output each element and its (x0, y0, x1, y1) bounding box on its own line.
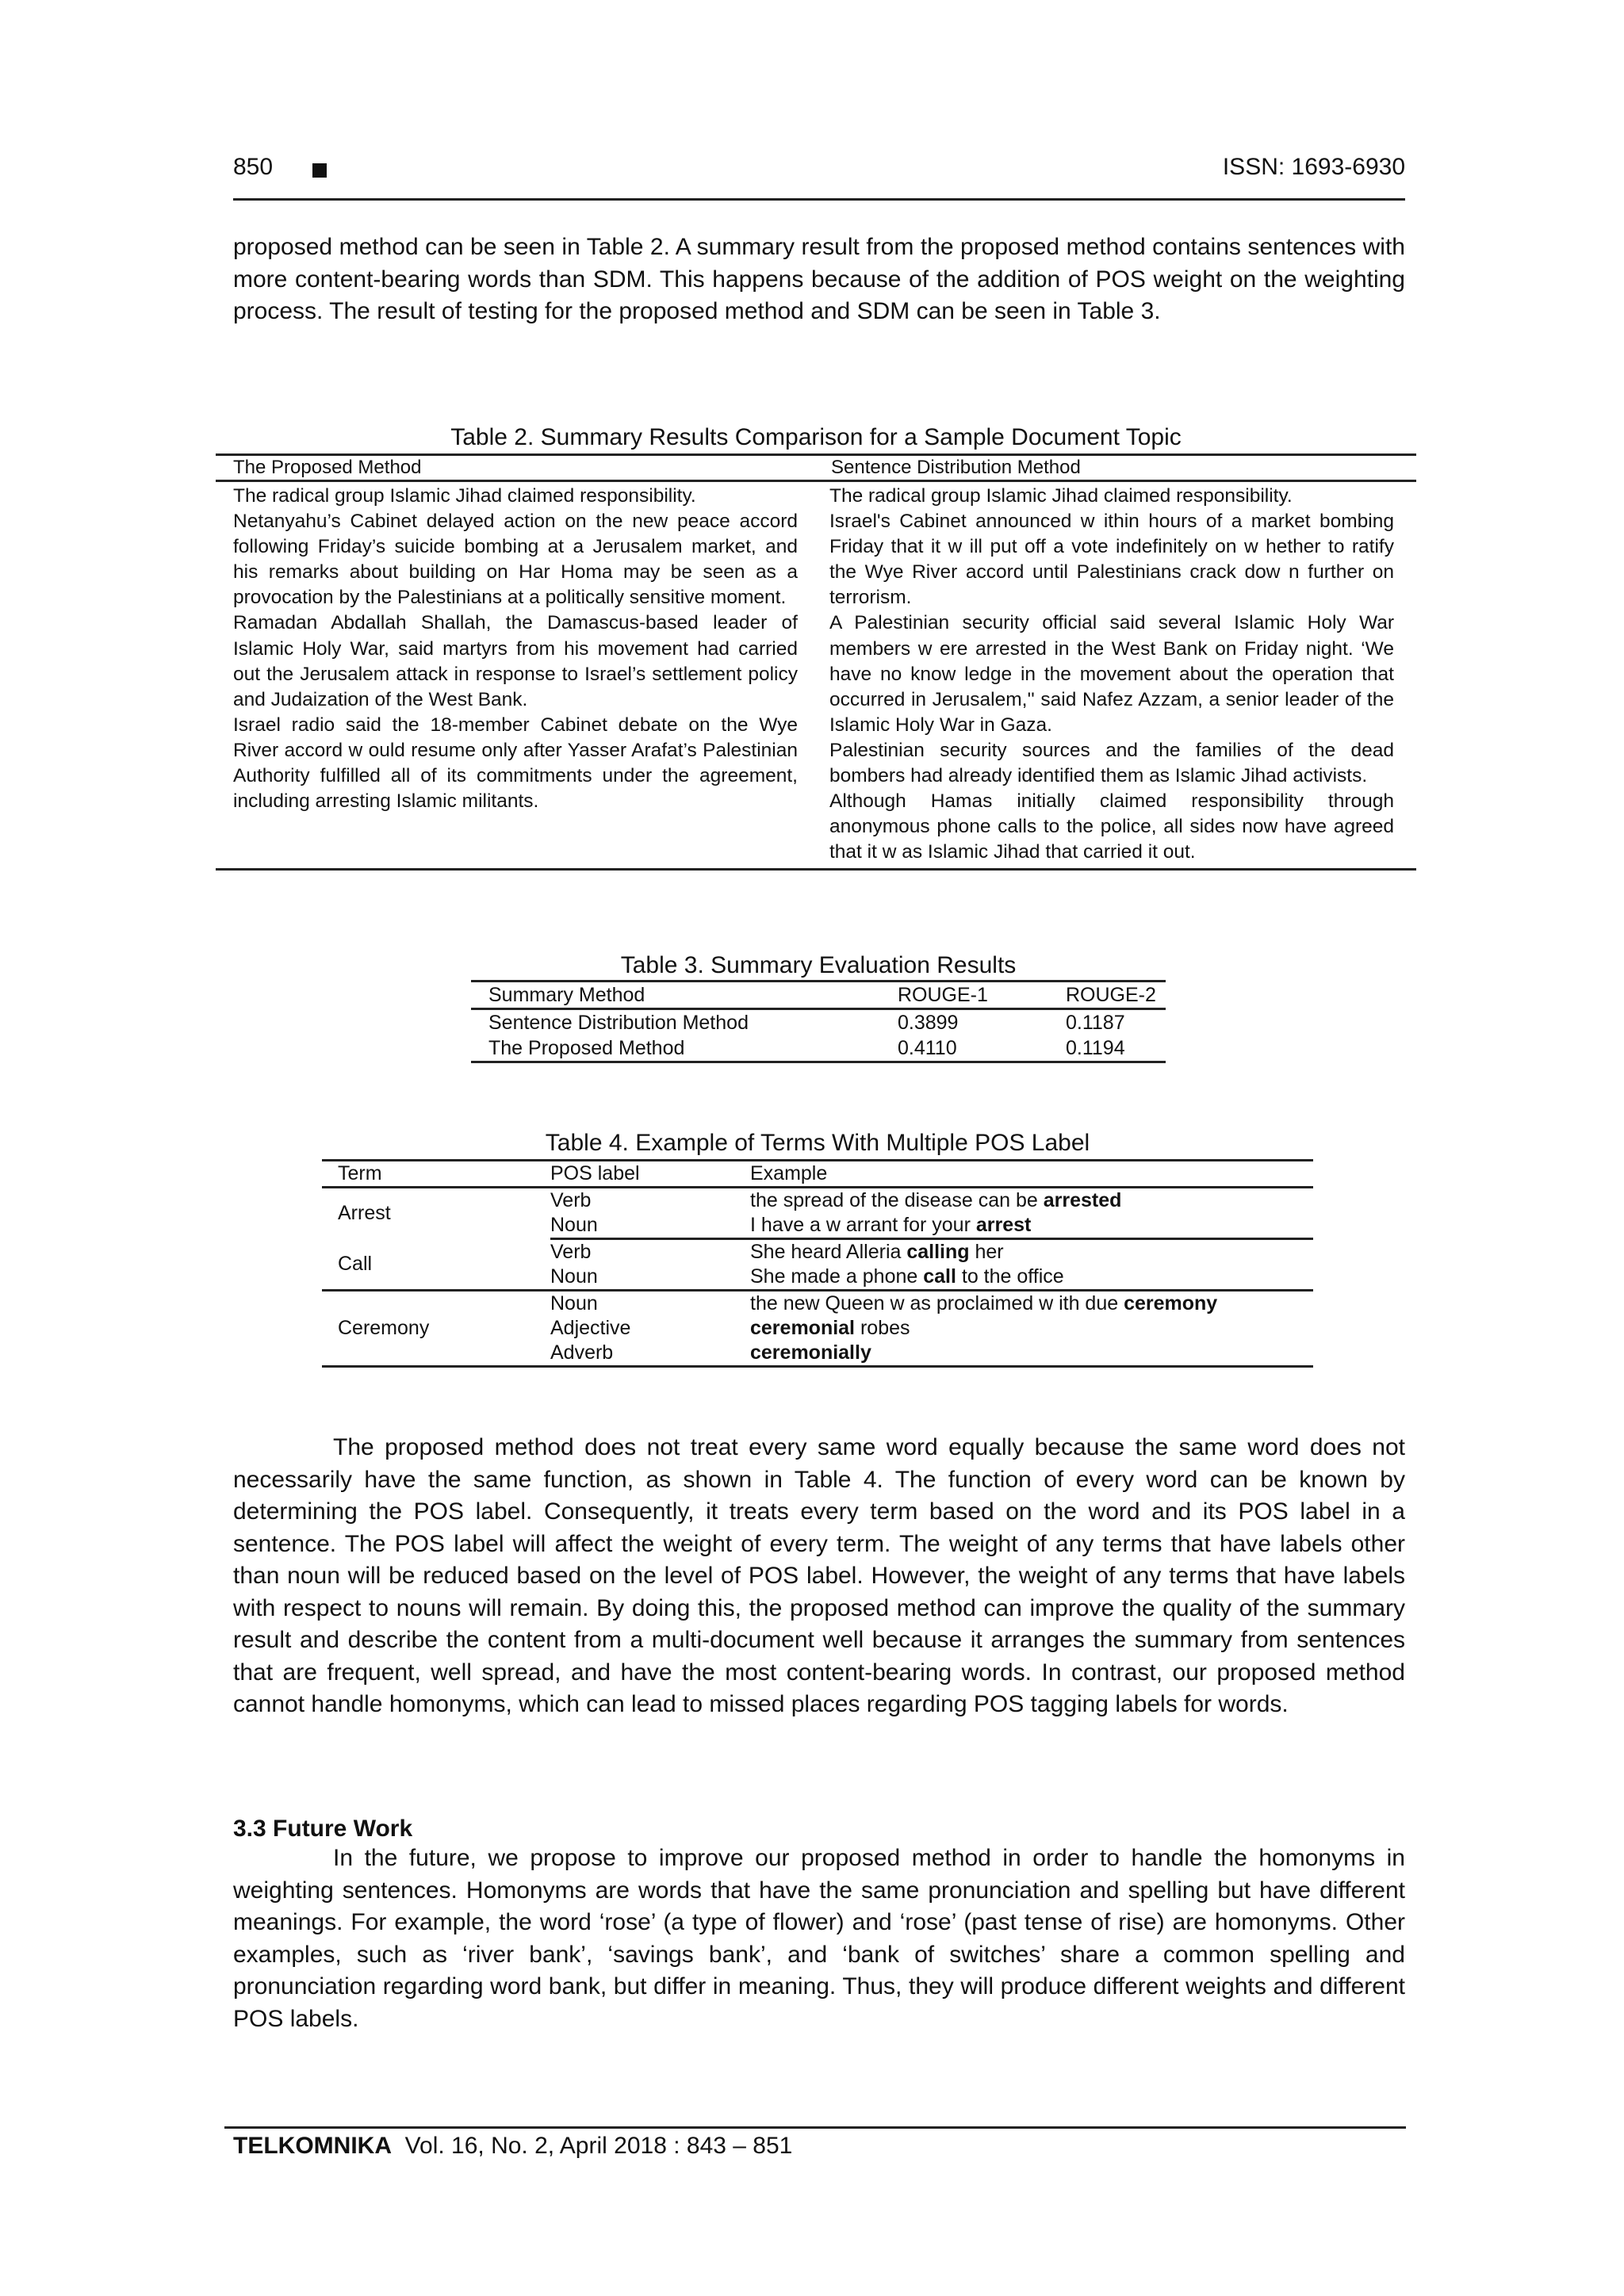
example-cell (750, 1239, 1313, 1265)
intro-paragraph: proposed method can be seen in Table 2. A summary result from the proposed method contains sentences with more content-bearing words than SDM. This happens because of the addition of POS weight on the weighting process. The result of testing for the proposed method and SDM can be seen in Table 3. (233, 234, 1405, 324)
table-row (322, 1291, 1313, 1317)
example-highlight: calling (906, 1241, 970, 1263)
table-header-row (322, 1161, 1313, 1188)
future-work-paragraph: In the future, we propose to improve our proposed method in order to handle the homonyms in weighting sentences. Homonyms are words that have the same pronunciation and spelling but have different meanings. For example, the word ‘rose’ (a type of flower) and ‘rose’ (past tense of rise) are homonyms. Other examples, such as ‘river bank’, ‘savings bank’, and ‘bank of switches’ share a common spelling and pronunciation regarding word bank, but differ in meaning. Thus, they will produce different weights and different POS labels. (233, 1845, 1405, 2032)
table-row (322, 1188, 1313, 1214)
example-highlight: ceremonially (750, 1341, 871, 1364)
example-highlight: arrest (975, 1214, 1032, 1236)
table-cell: ROUGE-2 (1048, 982, 1166, 1009)
table-cell: 0.3899 (898, 1012, 959, 1034)
example-cell (750, 1188, 1313, 1214)
example-cell (750, 1213, 1313, 1239)
page-header (233, 154, 1405, 201)
table-cell: ROUGE-1 (880, 982, 1048, 1009)
example-text: the new Queen w as proclaimed w ith due (750, 1292, 1124, 1314)
table4 (322, 1159, 1313, 1368)
example-text: She made a phone (750, 1265, 924, 1288)
table2-proposed-column (216, 484, 798, 865)
table3 (471, 980, 1166, 1063)
table-header-row (471, 982, 1166, 1009)
table-cell: 0.1187 (1066, 1012, 1125, 1034)
table2-sentence: Palestinian security sources and the families of the dead bombers had already identified them as Islamic Jihad activists. (829, 739, 1394, 787)
table2-sentence: Ramadan Abdallah Shallah, the Damascus-based leader of Islamic Holy War, said martyrs from his movement had carried out the Jerusalem attack in response to Israel’s settlement policy and Judaization of the West Bank. (233, 612, 798, 710)
citation: Vol. 16, No. 2, April 2018 : 843 – 851 (404, 2133, 793, 2159)
example-text: her (969, 1241, 1004, 1263)
table2-caption: Table 2. Summary Results Comparison for a Sample Document Topic (450, 424, 1182, 450)
example-highlight: ceremony (1124, 1292, 1218, 1314)
example-cell (750, 1265, 1313, 1291)
table-cell: Summary Method (471, 982, 880, 1009)
table-cell: The Proposed Method (471, 1035, 880, 1062)
example-cell (750, 1316, 1313, 1341)
table2-sentence: Netanyahu’s Cabinet delayed action on the new peace accord following Friday’s suicide bombing at a Jerusalem market, and his remarks about building on Har Homa may be seen as a provocation by the Palestinians at a politically sensitive moment. (233, 511, 798, 609)
pos-cell: Noun (550, 1265, 750, 1291)
square-bullet-icon (312, 163, 327, 178)
term-cell: Arrest (338, 1202, 391, 1225)
table2-header-cell: The Proposed Method (233, 457, 422, 478)
pos-cell: Adjective (550, 1317, 631, 1339)
example-text: robes (855, 1317, 910, 1339)
term-cell: Call (322, 1239, 550, 1291)
table2-sentence: The radical group Islamic Jihad claimed responsibility. (233, 485, 696, 507)
table-cell: Sentence Distribution Method (488, 1012, 749, 1034)
table2-sdm-column (798, 484, 1394, 865)
table2-header-cell: Sentence Distribution Method (831, 457, 1081, 478)
footer-rule (224, 2126, 1406, 2129)
example-text: She heard Alleria (750, 1241, 907, 1263)
table2-header (216, 456, 1416, 482)
pos-cell: Noun (550, 1292, 598, 1314)
example-text: I have a w arrant for your (750, 1214, 976, 1236)
table4-caption: Table 4. Example of Terms With Multiple POS Label (545, 1130, 1090, 1156)
table2-sentence: A Palestinian security official said several Islamic Holy War members w ere arrested in the West Bank on Friday night. ‘We have no know ledge in the movement about the operation that occurred in Jerusalem,'' said Nafez Azzam, a senior leader of the Islamic Holy War in Gaza. (829, 612, 1394, 736)
table3-caption: Table 3. Summary Evaluation Results (620, 952, 1017, 978)
issn: ISSN: 1693-6930 (1222, 154, 1405, 180)
table-cell: POS label (550, 1161, 750, 1188)
table2-sentence: Israel radio said the 18-member Cabinet debate on the Wye River accord w ould resume only after Yasser Arafat’s Palestinian Authority fulfilled all of its commitments under the agreement, including arresting Islamic militants. (233, 714, 798, 813)
journal-name: TELKOMNIKA (233, 2133, 392, 2159)
discussion-paragraph: The proposed method does not treat every same word equally because the same word does not necessarily have the same function, as shown in Table 4. The function of every word can be known by determining the POS label. Consequently, it treats every term based on the word and its POS label in a sentence. The POS label will affect the weight of every term. The weight of any terms that have labels other than noun will be reduced based on the level of POS label. However, the weight of any terms that have labels with respect to nouns will remain. By doing this, the proposed method can improve the quality of the summary result and describe the content from a multi-document well because it arranges the summary from sentences that are frequent, well spread, and have the most content-bearing words. In contrast, our proposed method cannot handle homonyms, which can lead to missed places regarding POS tagging labels for words. (233, 1434, 1405, 1717)
table-row (471, 1009, 1166, 1036)
table2-sentence: Israel's Cabinet announced w ithin hours of a market bombing Friday that it w ill put off a vote indefinitely on w hether to ratify the Wye River accord until Palestinians crack dow n further on terrorism. (829, 511, 1394, 609)
table-cell: 0.4110 (880, 1035, 1048, 1062)
table2-sentence: Although Hamas initially claimed responsibility through anonymous phone calls to the police, all sides now have agreed that it w as Islamic Jihad that carried it out. (829, 790, 1394, 863)
page-footer (233, 2133, 792, 2160)
example-highlight: ceremonial (750, 1317, 856, 1339)
pos-cell: Adverb (550, 1341, 750, 1367)
example-cell (750, 1341, 1313, 1367)
table-row (471, 1035, 1166, 1062)
pos-cell: Verb (550, 1189, 592, 1211)
table2-sentence: The radical group Islamic Jihad claimed responsibility. (829, 485, 1293, 507)
example-text: to the office (956, 1265, 1064, 1288)
table-row (322, 1239, 1313, 1265)
table2 (216, 453, 1416, 871)
table-cell: 0.1194 (1048, 1035, 1166, 1062)
pos-cell: Verb (550, 1241, 592, 1263)
example-highlight: arrested (1043, 1189, 1122, 1211)
example-text: the spread of the disease can be (750, 1189, 1044, 1211)
table-cell: Example (750, 1161, 1313, 1188)
table-cell: Term (322, 1161, 550, 1188)
pos-cell: Noun (550, 1213, 750, 1239)
term-cell: Ceremony (322, 1291, 550, 1367)
page-number: 850 (233, 154, 274, 180)
example-highlight: call (923, 1265, 956, 1288)
section-heading: 3.3 Future Work (233, 1816, 413, 1842)
example-cell (750, 1291, 1313, 1317)
